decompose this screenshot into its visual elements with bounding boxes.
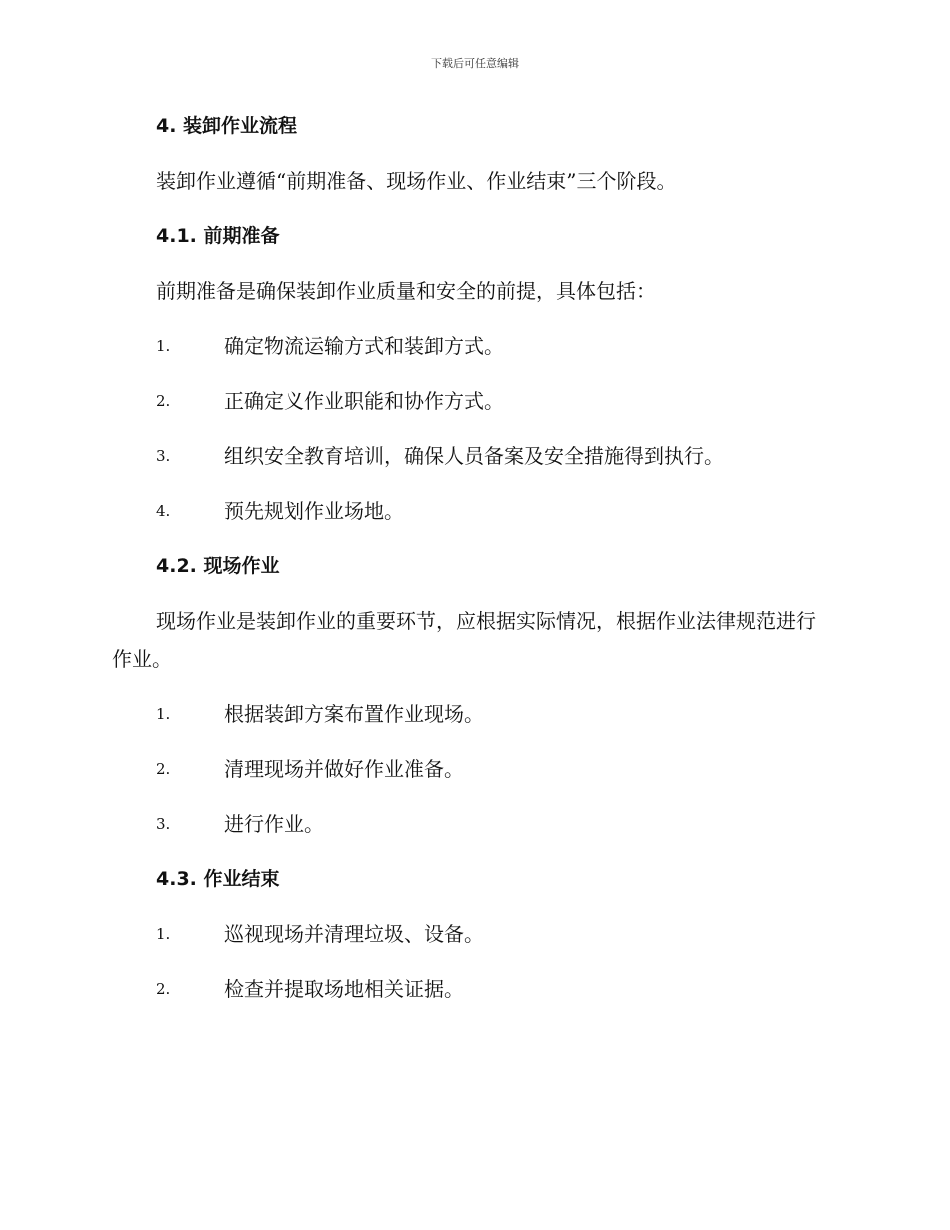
list-number: 1. bbox=[156, 925, 171, 943]
list-number: 1. bbox=[156, 337, 171, 355]
header-note: 下载后可任意编辑 bbox=[431, 57, 519, 70]
list-text: 进行作业。 bbox=[224, 812, 324, 836]
list-number: 3. bbox=[156, 447, 171, 465]
list-item bbox=[112, 747, 832, 791]
document-body bbox=[112, 104, 832, 1022]
list-number: 2. bbox=[156, 760, 171, 778]
list-number: 4. bbox=[156, 502, 171, 520]
list-number: 2. bbox=[156, 980, 171, 998]
list-item bbox=[112, 379, 832, 423]
section-4-intro: 装卸作业遵循“前期准备、现场作业、作业结束”三个阶段。 bbox=[156, 169, 677, 193]
list-item bbox=[112, 912, 832, 956]
list-item bbox=[112, 967, 832, 1011]
section-heading-4: 4. 装卸作业流程 bbox=[156, 115, 298, 137]
list-item bbox=[112, 692, 832, 736]
section-heading-4-1: 4.1. 前期准备 bbox=[156, 225, 280, 247]
list-item bbox=[112, 324, 832, 368]
list-text: 正确定义作业职能和协作方式。 bbox=[224, 389, 504, 413]
section-4-2-intro: 现场作业是装卸作业的重要环节，应根据实际情况，根据作业法律规范进行作业。 bbox=[112, 609, 816, 671]
section-heading-4-2: 4.2. 现场作业 bbox=[156, 555, 280, 577]
list-text: 检查并提取场地相关证据。 bbox=[224, 977, 464, 1001]
list-number: 2. bbox=[156, 392, 171, 410]
section-4-1-intro: 前期准备是确保装卸作业质量和安全的前提，具体包括： bbox=[156, 279, 656, 303]
list-text: 根据装卸方案布置作业现场。 bbox=[224, 702, 484, 726]
list-number: 1. bbox=[156, 705, 171, 723]
list-text: 清理现场并做好作业准备。 bbox=[224, 757, 464, 781]
list-item bbox=[112, 802, 832, 846]
list-text: 组织安全教育培训，确保人员备案及安全措施得到执行。 bbox=[224, 444, 724, 468]
list-text: 预先规划作业场地。 bbox=[224, 499, 404, 523]
list-item bbox=[112, 434, 832, 478]
list-number: 3. bbox=[156, 815, 171, 833]
list-item bbox=[112, 489, 832, 533]
list-text: 巡视现场并清理垃圾、设备。 bbox=[224, 922, 484, 946]
section-heading-4-3: 4.3. 作业结束 bbox=[156, 868, 280, 890]
list-text: 确定物流运输方式和装卸方式。 bbox=[224, 334, 504, 358]
